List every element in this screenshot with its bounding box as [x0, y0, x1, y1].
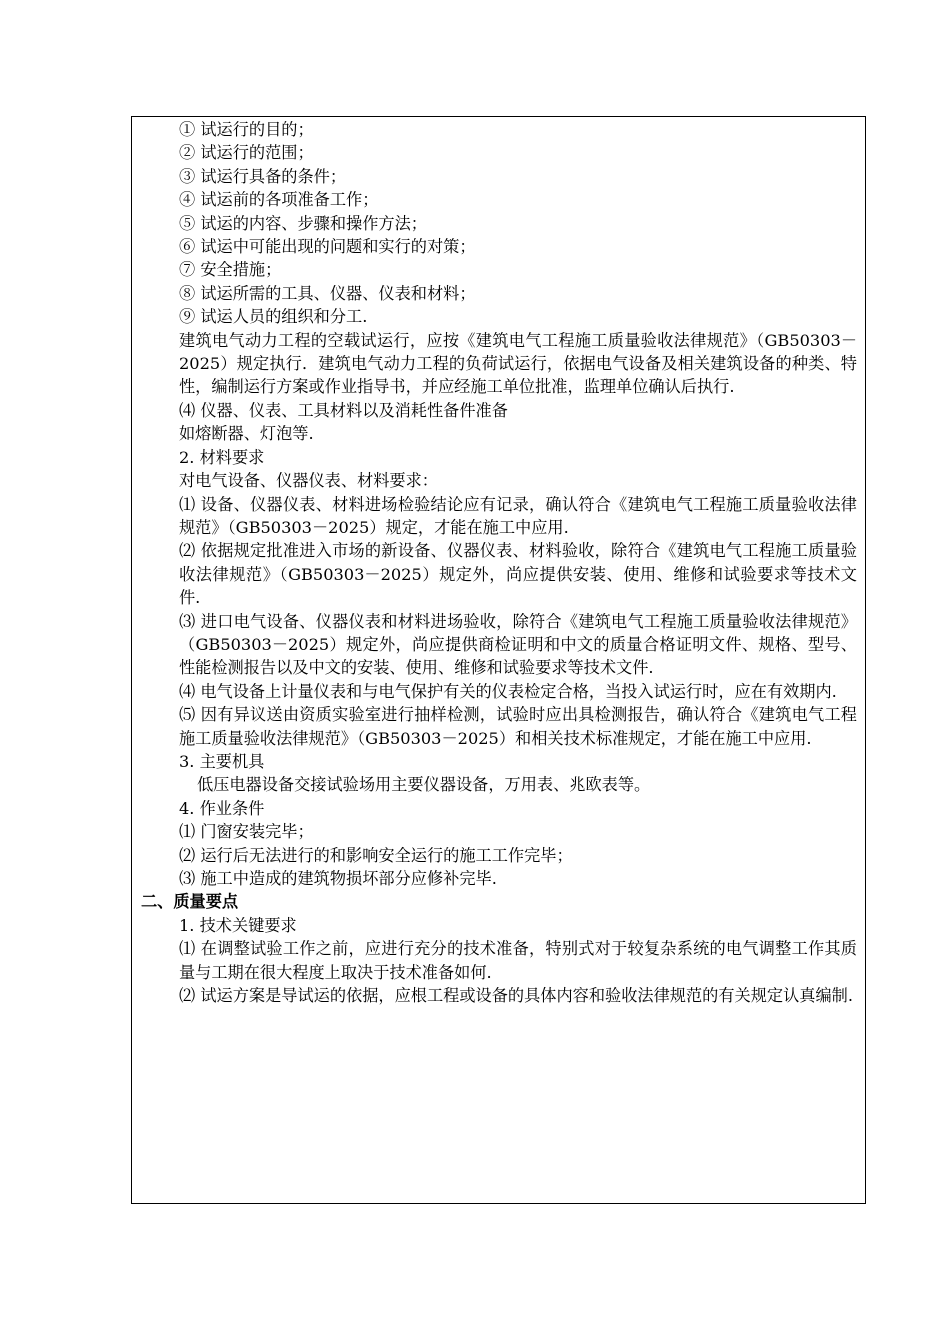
list-item: ⑧ 试运所需的工具、仪器、仪表和材料；	[179, 283, 476, 303]
section-subtitle: 3. 主要机具	[179, 751, 265, 771]
paragraph: ⑷ 电气设备上计量仪表和与电气保护有关的仪表检定合格，当投入试运行时，应在有效期内.	[179, 681, 837, 701]
document-body	[141, 118, 857, 1007]
paragraph: ⑴ 设备、仪器仪表、材料进场检验结论应有记录，确认符合《建筑电气工程施工质量验收法律规范》（GB50303－2025）规定，才能在施工中应用.	[179, 494, 857, 537]
list-item: ⑦ 安全措施；	[179, 260, 282, 280]
list-item: ① 试运行的目的；	[179, 120, 314, 139]
paragraph: ⑵ 依据规定批准进入市场的新设备、仪器仪表、材料验收，除符合《建筑电气工程施工质量验收法律规范》（GB50303－2025）规定外，尚应提供安装、使用、维修和试验要求等技术文件.	[179, 541, 857, 608]
paragraph: ⑶ 进口电气设备、仪器仪表和材料进场验收，除符合《建筑电气工程施工质量验收法律规范》（GB50303－2025）规定外，尚应提供商检证明和中文的质量合格证明文件、规格、型号、性能检测报告以及中文的安装、使用、维修和试验要求等技术文件.	[179, 611, 857, 678]
paragraph: ⑶ 施工中造成的建筑物损坏部分应修补完毕.	[179, 869, 497, 888]
section-subtitle: 1. 技术关键要求	[179, 915, 297, 935]
section-subtitle: 2. 材料要求	[179, 447, 265, 467]
paragraph: 低压电器设备交接试验场用主要仪器设备，万用表、兆欧表等。	[197, 775, 651, 795]
list-item: ④ 试运前的各项准备工作；	[179, 190, 379, 210]
paragraph: ⑴ 在调整试验工作之前，应进行充分的技术准备，特别式对于较复杂系统的电气调整工作其质量与工期在很大程度上取决于技术准备如何.	[179, 939, 857, 982]
list-item: ③ 试运行具备的条件；	[179, 166, 347, 186]
list-item: ② 试运行的范围；	[179, 143, 314, 163]
paragraph: ⑵ 试运方案是导试运的依据，应根工程或设备的具体内容和验收法律规范的有关规定认真编制.	[179, 986, 853, 1006]
list-item: ⑥ 试运中可能出现的问题和实行的对策；	[179, 237, 476, 257]
list-item: ⑤ 试运的内容、步骤和操作方法；	[179, 213, 427, 233]
paragraph: 如熔断器、灯泡等.	[179, 424, 314, 444]
paragraph: 对电气设备、仪器仪表、材料要求：	[179, 471, 438, 491]
section-heading: 二、质量要点	[141, 892, 239, 912]
paragraph: ⑵ 运行后无法进行的和影响安全运行的施工工作完毕；	[179, 845, 573, 865]
list-item: ⑨ 试运人员的组织和分工.	[179, 307, 368, 327]
paragraph: 建筑电气动力工程的空载试运行，应按《建筑电气工程施工质量验收法律规范》（GB50303－2025）规定执行．建筑电气动力工程的负荷试运行，依据电气设备及相关建筑设备的种类、特性，编制运行方案或作业指导书，并应经施工单位批准，监理单位确认后执行.	[179, 330, 857, 397]
paragraph: ⑸ 因有异议送由资质实验室进行抽样检测，试验时应出具检测报告，确认符合《建筑电气工程施工质量验收法律规范》（GB50303－2025）和相关技术标准规定，才能在施工中应用.	[179, 705, 857, 748]
paragraph: ⑴ 门窗安装完毕；	[179, 822, 314, 842]
section-subtitle: 4. 作业条件	[179, 798, 265, 818]
paragraph: ⑷ 仪器、仪表、工具材料以及消耗性备件准备	[179, 400, 508, 420]
